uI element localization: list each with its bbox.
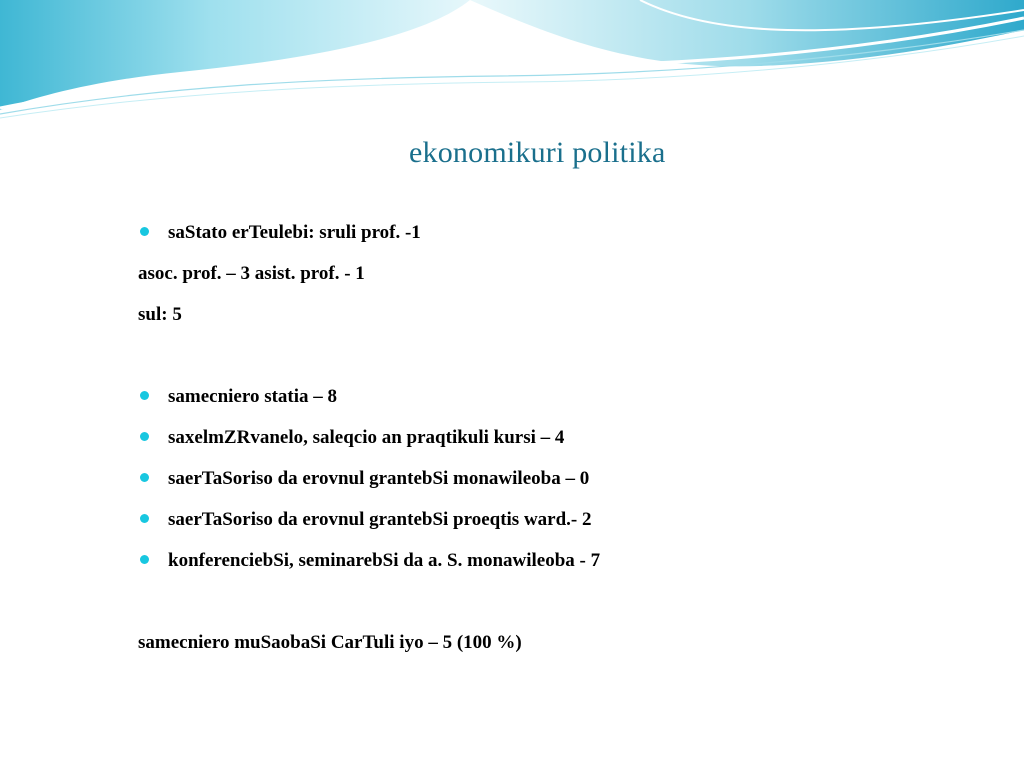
- bullet-icon: [140, 514, 149, 523]
- bullet-icon: [140, 391, 149, 400]
- list-item: saerTaSoriso da erovnul grantebSi proeqtis ward.- 2: [168, 509, 592, 530]
- wave-header-decoration: [0, 0, 1024, 130]
- staff-line: saStato erTeulebi: sruli prof. -1: [168, 222, 421, 243]
- bullet-icon: [140, 473, 149, 482]
- staff-line-2: asoc. prof. – 3 asist. prof. - 1: [138, 263, 365, 284]
- bullet-icon: [140, 227, 149, 236]
- list-item: saerTaSoriso da erovnul grantebSi monawileoba – 0: [168, 468, 590, 489]
- bullet-icon: [140, 432, 149, 441]
- wave-left: [0, 0, 470, 110]
- list-item: saxelmZRvanelo, saleqcio an praqtikuli kursi – 4: [168, 427, 565, 448]
- staff-total: sul: 5: [138, 304, 182, 325]
- bullet-icon: [140, 555, 149, 564]
- list-item: konferenciebSi, seminarebSi da a. S. monawileoba - 7: [168, 550, 601, 571]
- list-item: samecniero statia – 8: [168, 386, 338, 407]
- slide-title: ekonomikuri politika: [409, 136, 666, 169]
- summary-line: samecniero muSaobaSi CarTuli iyo – 5 (100 %): [138, 632, 522, 653]
